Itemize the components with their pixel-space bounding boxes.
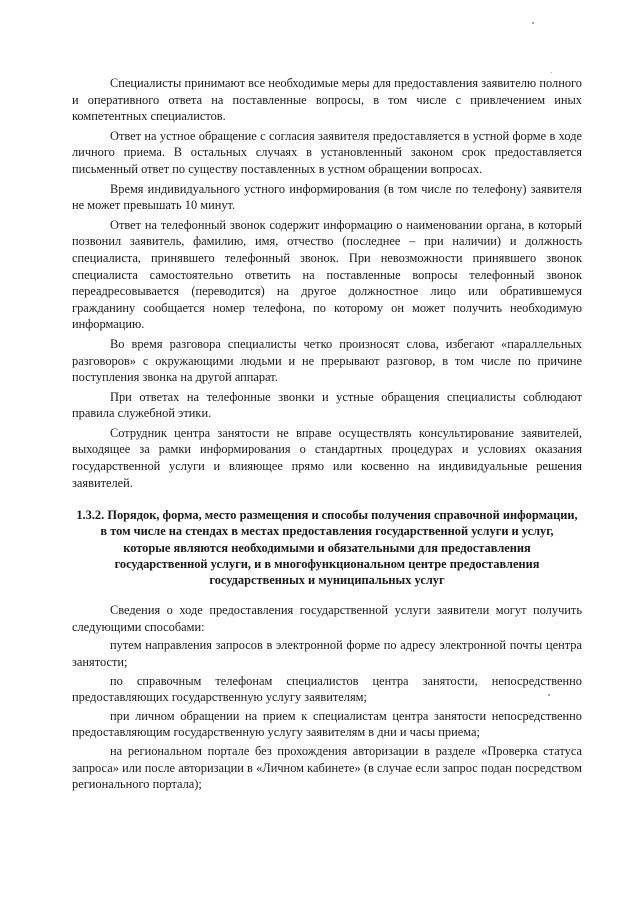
scan-speck xyxy=(532,22,534,24)
paragraph: Специалисты принимают все необходимые меры для предоставления заявителю полного и оперативного ответа на поставленные вопросы, в том числе с привлечением иных компетентных специалистов. xyxy=(72,76,582,124)
section-heading: 1.3.2. Порядок, форма, место размещения и способы получения справочной информации, в том числе на стендах в местах предоставления государственной услуги и услуг, которые являются необходимыми и обязательными для предоставления государственной услуги, и в многофункциональном центре предоставления государственных и муниципальных услуг xyxy=(76,508,578,588)
paragraph: Во время разговора специалисты четко произносят слова, избегают «параллельных разговоров» с окружающими людьми и не прерывают разговор, в том числе по причине поступления звонка на другой аппарат. xyxy=(72,336,582,385)
list-item: по справочным телефонам специалистов центра занятости, непосредственно предоставляющих государственную услугу заявителям; xyxy=(72,673,582,705)
paragraph: Сотрудник центра занятости не вправе осуществлять консультирование заявителей, выходящее за рамки информирования о стандартных процедурах и условиях оказания государственной услуги и влияющее прямо или косвенно на индивидуальные решения заявителей. xyxy=(72,425,582,490)
list-item: на региональном портале без прохождения авторизации в разделе «Проверка статуса запроса» или после авторизации в «Личном кабинете» (в случае если запрос подан посредством регионального портала); xyxy=(72,744,582,792)
document-body xyxy=(72,75,582,795)
paragraph: Ответ на устное обращение с согласия заявителя предоставляется в устной форме в ходе личного приема. В остальных случаях в установленный законом срок предоставляется письменный ответ по существу поставленных в устном обращении вопросах. xyxy=(72,128,582,176)
status-methods-section xyxy=(72,602,582,793)
paragraph: Сведения о ходе предоставления государственной услуги заявители могут получить следующими способами: xyxy=(72,603,582,634)
paragraph: При ответах на телефонные звонки и устные обращения специалисты соблюдают правила служебной этики. xyxy=(72,389,582,421)
list-item: при личном обращении на прием к специалистам центра занятости непосредственно предоставляющим государственную услугу заявителям в дни и часы приема; xyxy=(72,708,582,740)
paragraph: Время индивидуального устного информирования (в том числе по телефону) заявителя не может превышать 10 минут. xyxy=(72,181,582,213)
scan-speck xyxy=(551,72,552,73)
information-section xyxy=(72,75,582,491)
list-item: путем направления запросов в электронной форме по адресу электронной почты центра занятости; xyxy=(72,638,582,670)
paragraph: Ответ на телефонный звонок содержит информацию о наименовании органа, в который позвонил заявитель, фамилию, имя, отчество (последнее – при наличии) и должность специалиста, принявшего телефонный звонок. При невозможности принявшего звонок специалиста самостоятельно ответить на поставленные вопросы телефонный звонок переадресовывается (переводится) на другое должностное лицо или обратившемуся гражданину сообщается номер телефона, по которому он может получить необходимую информацию. xyxy=(72,217,582,332)
